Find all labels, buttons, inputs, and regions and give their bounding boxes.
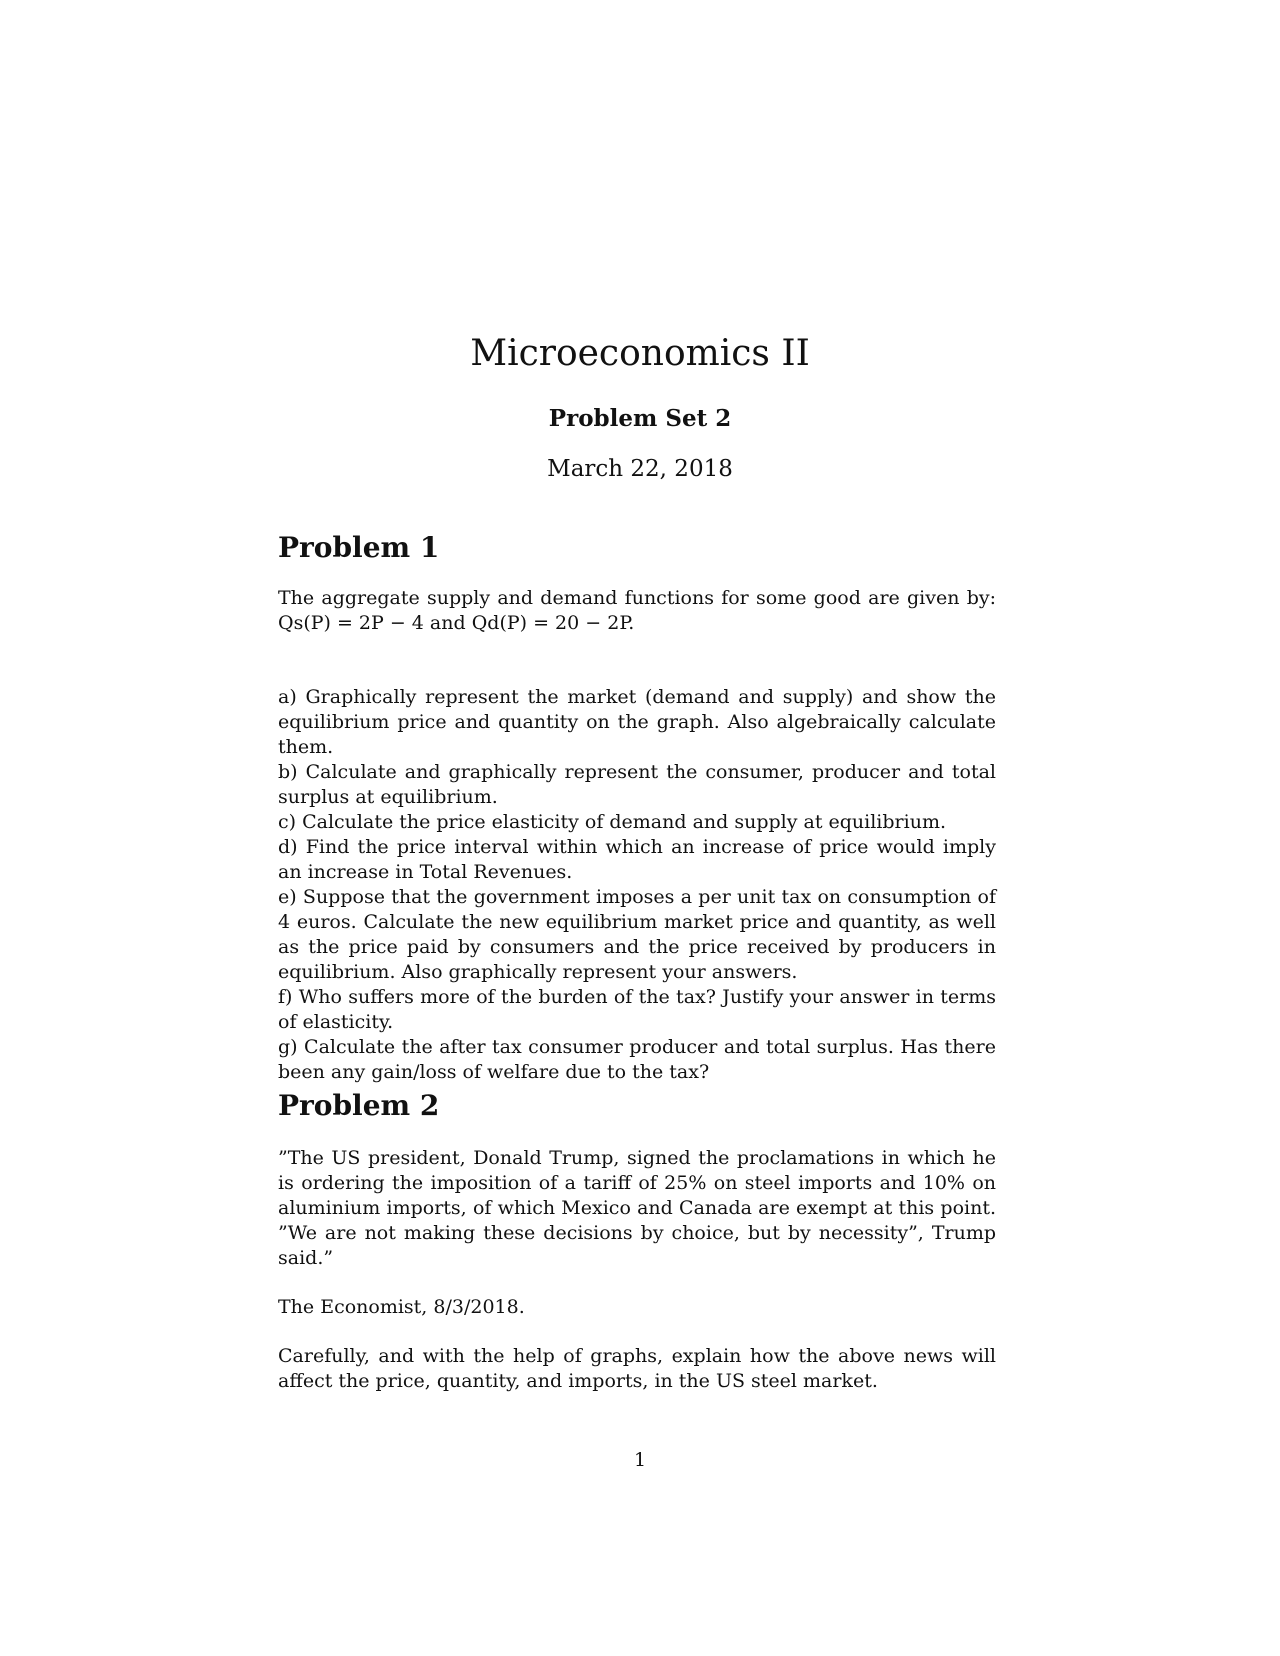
problem-2-body xyxy=(278,1146,996,1394)
problem-1-questions xyxy=(278,685,996,1085)
problem-2-quote: ”The US president, Donald Trump, signed the proclamations in which he is ordering the imposition of a tariff of 25% on steel imports and 10% on aluminium imports, of which Mexico and Canada are exempt at this point. ”We are not making these decisions by choice, but by necessity”, Trump said.” xyxy=(278,1147,996,1269)
document-subtitle: Problem Set 2 xyxy=(548,405,732,432)
question-b: b) Calculate and graphically represent the consumer, producer and total surplus at equilibrium. xyxy=(278,761,996,808)
question-g: g) Calculate the after tax consumer producer and total surplus. Has there been any gain/loss of welfare due to the tax? xyxy=(278,1036,996,1083)
problem-2-heading: Problem 2 xyxy=(278,1089,440,1122)
question-c: c) Calculate the price elasticity of demand and supply at equilibrium. xyxy=(278,811,946,833)
problem-2-source: The Economist, 8/3/2018. xyxy=(278,1296,525,1318)
question-f: f) Who suffers more of the burden of the tax? Justify your answer in terms of elasticity. xyxy=(278,986,996,1033)
question-d: d) Find the price interval within which an increase of price would imply an increase in Total Revenues. xyxy=(278,836,996,883)
question-e: e) Suppose that the government imposes a per unit tax on consumption of 4 euros. Calculate the new equilibrium market price and quantity, as well as the price paid by consumers and the price received by producers in equilibrium. Also graphically represent your answers. xyxy=(278,886,996,983)
document-date: March 22, 2018 xyxy=(547,456,733,482)
problem-2-question: Carefully, and with the help of graphs, explain how the above news will affect the price, quantity, and imports, in the US steel market. xyxy=(278,1345,996,1392)
problem-1-intro: The aggregate supply and demand functions for some good are given by: Qs(P) = 2P − 4 and Qd(P) = 20 − 2P. xyxy=(278,587,996,634)
problem-1-heading: Problem 1 xyxy=(278,531,440,564)
question-a: a) Graphically represent the market (demand and supply) and show the equilibrium price and quantity on the graph. Also algebraically calculate them. xyxy=(278,686,996,758)
page-number: 1 xyxy=(633,1449,647,1471)
document-title: Microeconomics II xyxy=(470,333,810,374)
problem-1-intro-block xyxy=(278,586,996,636)
